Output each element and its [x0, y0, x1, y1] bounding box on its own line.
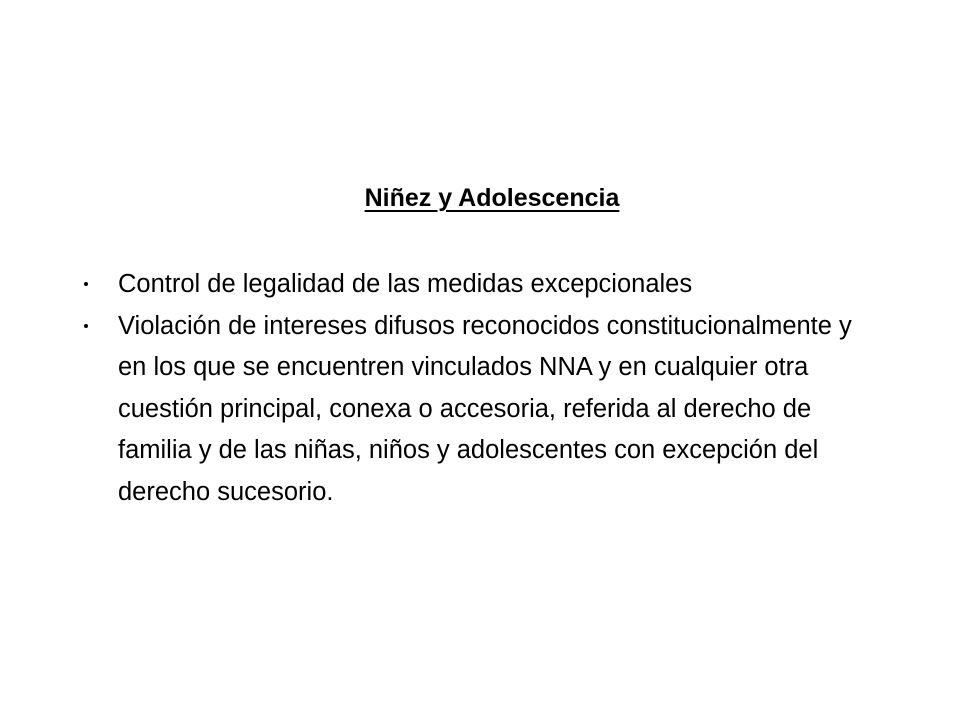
bullet-list [82, 264, 882, 513]
bullet-text: Control de legalidad de las medidas excepcionales [118, 270, 693, 298]
bullet-dot-icon [84, 324, 88, 328]
slide-title: Niñez y Adolescencia [364, 184, 620, 212]
bullet-dot-icon [84, 282, 88, 286]
bullet-text: Violación de intereses difusos reconocidos constitucionalmente y en los que se encuentren vinculados NNA y en cualquier otra cuestión principal, conexa o accesoria, referida al derecho de familia y de las niñas, niños y adolescentes con excepción del derecho sucesorio. [118, 311, 852, 506]
bullet-item [82, 264, 882, 306]
bullet-item [82, 306, 882, 514]
